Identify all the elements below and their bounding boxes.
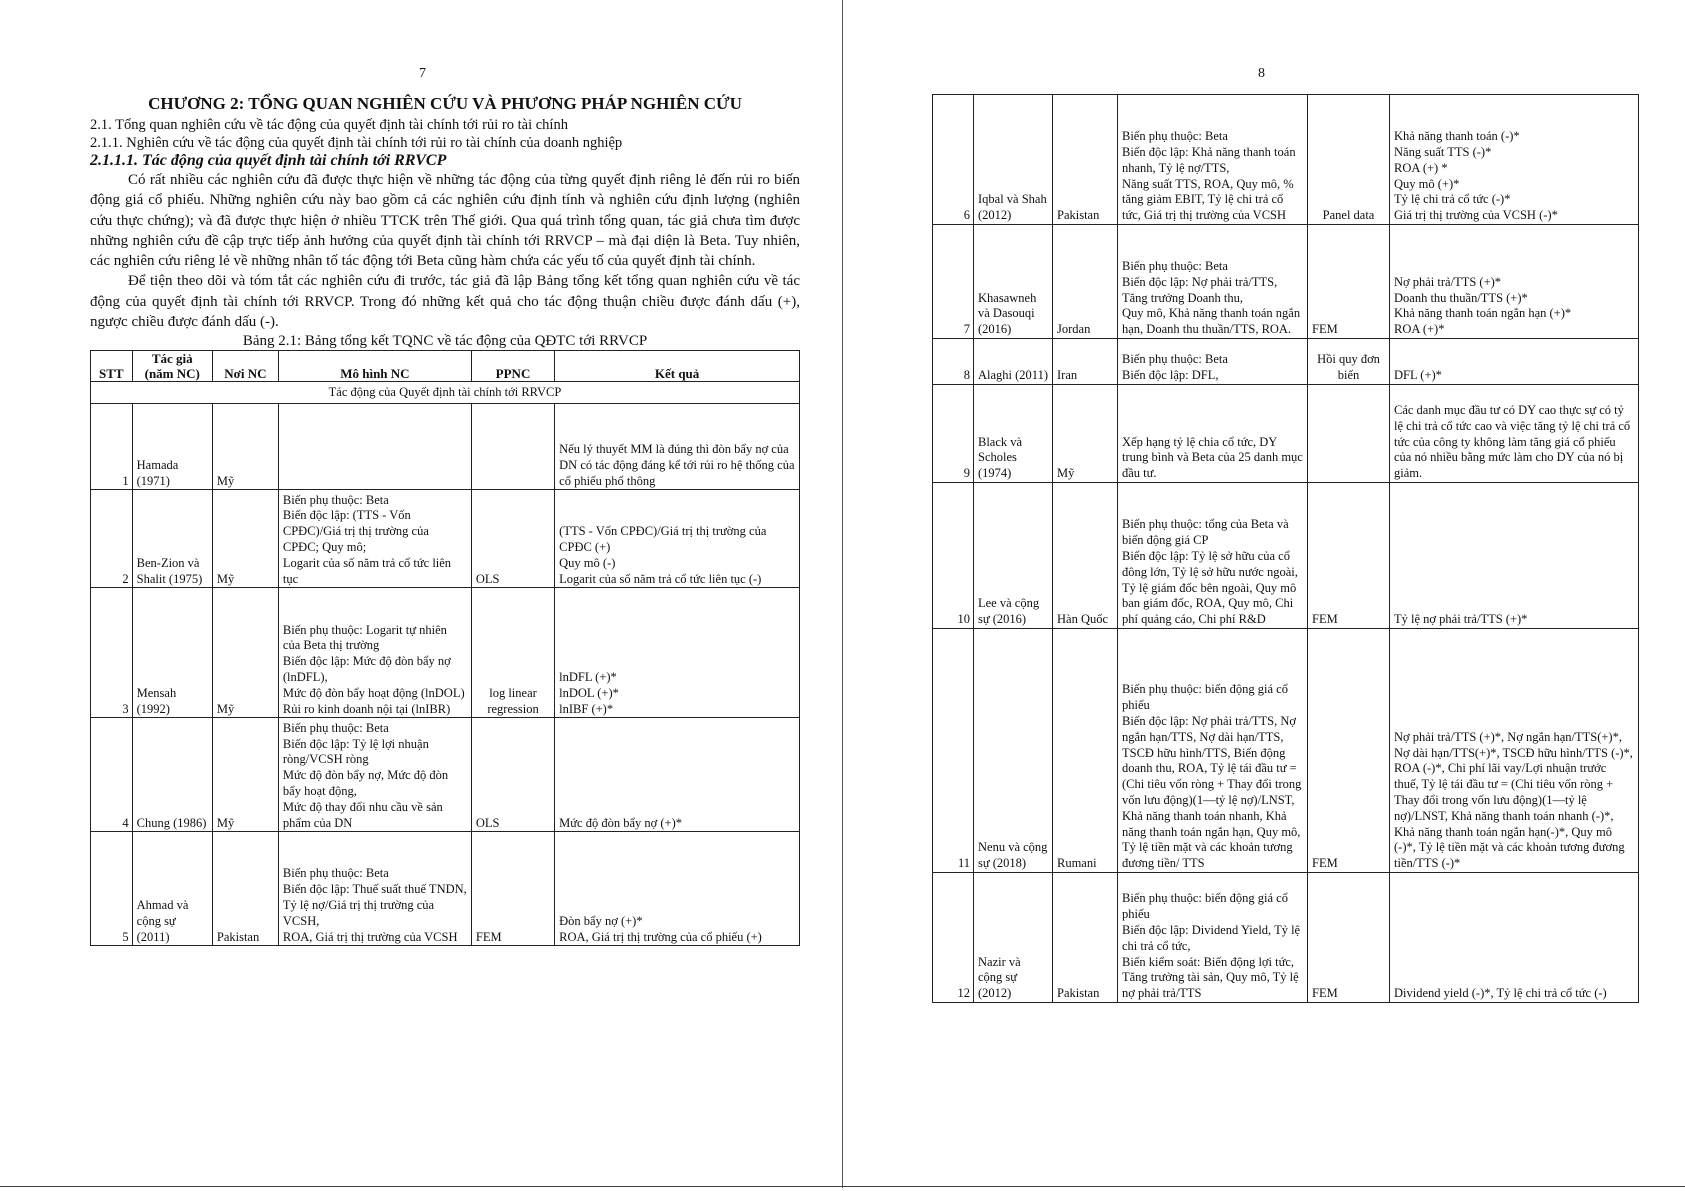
place-cell: Pakistan (1053, 873, 1118, 1003)
table-row (91, 588, 800, 718)
method-cell (1308, 385, 1390, 483)
method-cell: FEM (471, 832, 554, 946)
method-cell: OLS (471, 718, 554, 832)
chapter-title: CHƯƠNG 2: TỔNG QUAN NGHIÊN CỨU VÀ PHƯƠNG PHÁP NGHIÊN CỨU (148, 94, 742, 113)
place-cell: Pakistan (1053, 95, 1118, 225)
page-number-left: 7 (419, 66, 426, 81)
body-paragraph: Để tiện theo dõi và tóm tắt các nghiên cứu đi trước, tác giả đã lập Bảng tổng kết tổng quan nghiên cứu về tác động của quyết định tài chính tới RRVCP. Trong đó những kết quả cho tác động thuận chiều được đánh dấu (+), ngược chiều được đánh dấu (-). (90, 273, 800, 331)
stt-cell: 2 (91, 490, 133, 588)
table-row (933, 225, 1639, 339)
result-cell: Đòn bẩy nợ (+)* ROA, Giá trị thị trường của cổ phiếu (+) (555, 832, 800, 946)
table-header-row (91, 351, 800, 382)
model-cell (278, 404, 471, 490)
stt-cell: 4 (91, 718, 133, 832)
method-cell: FEM (1308, 483, 1390, 629)
method-cell: Panel data (1308, 95, 1390, 225)
result-cell: Khả năng thanh toán (-)* Năng suất TTS (-)* ROA (+) * Quy mô (+)* Tỷ lệ chi trả cổ tức (-)* Giá trị thị trường của VCSH (-)* (1390, 95, 1639, 225)
model-cell: Biến phụ thuộc: Logarit tự nhiên của Beta thị trường Biến độc lập: Mức độ đòn bẩy nợ (lnDFL), Mức độ đòn bẩy hoạt động (lnDOL) Rủi ro kinh doanh nội tại (lnIBR) (278, 588, 471, 718)
header-place: Nơi NC (212, 351, 278, 382)
place-cell: Hàn Quốc (1053, 483, 1118, 629)
result-cell: Mức độ đòn bẩy nợ (+)* (555, 718, 800, 832)
place-cell: Iran (1053, 339, 1118, 385)
table-row (91, 490, 800, 588)
place-cell: Mỹ (212, 404, 278, 490)
author-cell: Iqbal và Shah (2012) (974, 95, 1053, 225)
table-caption: Bảng 2.1: Bảng tổng kết TQNC về tác động của QĐTC tới RRVCP (242, 333, 648, 350)
stt-cell: 8 (933, 339, 974, 385)
author-cell: Mensah (1992) (132, 588, 212, 718)
body-paragraph: Có rất nhiều các nghiên cứu đã được thực hiện về những tác động của từng quyết định riêng lẻ đến rủi ro biến động giá cổ phiếu. Những nghiên cứu này bao gồm cả các nghiên cứu định tính và nghiên cứu định lượng (nghiên cứu thực chứng); và đã được thực hiện ở nhiều TTCK trên Thế giới. Qua quá trình tổng quan, tác giả chưa tìm được những nghiên cứu đề cập trực tiếp ảnh hưởng của quyết định tài chính tới RRVCP – mà đại diện là Beta. Tuy nhiên, các nghiên cứu riêng lẻ về những nhân tố tác động tới Beta cũng hàm chứa các yếu tố của quyết định tài chính. (90, 172, 800, 270)
place-cell: Mỹ (212, 588, 278, 718)
model-cell: Xếp hạng tỷ lệ chia cổ tức, DY trung bình và Beta của 25 danh mục đầu tư. (1118, 385, 1308, 483)
section-heading-2-1-1: 2.1.1. Nghiên cứu về tác động của quyết định tài chính tới rủi ro tài chính của doanh nghiệp (90, 135, 623, 151)
author-cell: Nenu và cộng sự (2018) (974, 629, 1053, 873)
place-cell: Pakistan (212, 832, 278, 946)
place-cell: Mỹ (212, 718, 278, 832)
method-cell: Hồi quy đơn biến (1308, 339, 1390, 385)
author-cell: Ben-Zion và Shalit (1975) (132, 490, 212, 588)
author-cell: Ahmad và cộng sự (2011) (132, 832, 212, 946)
method-cell (471, 404, 554, 490)
header-author: Tác giả (năm NC) (132, 351, 212, 382)
table-row (933, 95, 1639, 225)
model-cell: Biến phụ thuộc: Beta Biến độc lập: Khả năng thanh toán nhanh, Tỷ lệ nợ/TTS, Năng suất TTS, ROA, Quy mô, % tăng giảm EBIT, Tỷ lệ chi trả cổ tức, Giá trị thị trường của VCSH (1118, 95, 1308, 225)
right-page-content (932, 94, 1638, 1003)
method-cell: FEM (1308, 629, 1390, 873)
author-cell: Alaghi (2011) (974, 339, 1053, 385)
stt-cell: 12 (933, 873, 974, 1003)
stt-cell: 7 (933, 225, 974, 339)
place-cell: Rumani (1053, 629, 1118, 873)
stt-cell: 9 (933, 385, 974, 483)
result-cell: Nợ phải trả/TTS (+)* Doanh thu thuần/TTS (+)* Khả năng thanh toán ngắn hạn (+)* ROA (+)* (1390, 225, 1639, 339)
place-cell: Jordan (1053, 225, 1118, 339)
model-cell: Biến phụ thuộc: Beta Biến độc lập: Tỷ lệ lợi nhuận ròng/VCSH ròng Mức độ đòn bẩy nợ, Mức độ đòn bẩy hoạt động, Mức độ thay đổi nhu cầu về sản phẩm của DN (278, 718, 471, 832)
method-cell: log linear regression (471, 588, 554, 718)
page-divider (842, 0, 843, 1188)
header-method: PPNC (471, 351, 554, 382)
result-cell: Nếu lý thuyết MM là đúng thì đòn bẩy nợ của DN có tác động đáng kể tới rủi ro hệ thống của cổ phiếu phổ thông (555, 404, 800, 490)
left-page-content (90, 94, 800, 946)
method-cell: FEM (1308, 873, 1390, 1003)
stt-cell: 11 (933, 629, 974, 873)
table-row (91, 404, 800, 490)
result-cell: Các danh mục đầu tư có DY cao thực sự có tỷ lệ chi trả cổ tức cao và việc tăng tỷ lệ chi trả cổ tức của công ty không làm tăng giá cổ phiếu của nó nhiều bằng mức làm cho DY của nó bị giảm. (1390, 385, 1639, 483)
model-cell: Biến phụ thuộc: biến động giá cổ phiếu Biến độc lập: Nợ phải trả/TTS, Nợ ngắn hạn/TTS, Nợ dài hạn/TTS, TSCĐ hữu hình/TTS, Biến động doanh thu, ROA, Tỷ lệ tái đầu tư = (Chi tiêu vốn ròng + Thay đổi trong vốn lưu động)(1—tỷ lệ nợ)/LNST, Khả năng thanh toán nhanh, Khả năng thanh toán ngắn hạn, Quy mô, Tỷ lệ tiền mặt và các khoản tương đương tiền/ TTS (1118, 629, 1308, 873)
table-row (933, 629, 1639, 873)
author-cell: Hamada (1971) (132, 404, 212, 490)
stt-cell: 10 (933, 483, 974, 629)
result-cell: Nợ phải trả/TTS (+)*, Nợ ngắn hạn/TTS(+)*, Nợ dài hạn/TTS(+)*, TSCĐ hữu hình/TTS (-)*, ROA (-)*, Chi phí lãi vay/Lợi nhuận trước thuế, Tỷ lệ tái đầu tư = (Chi tiêu vốn ròng + Thay đổi trong vốn lưu động)(1—tỷ lệ nợ)/LNST, Khả năng thanh toán nhanh (-)*, Khả năng thanh toán ngắn hạn(-)*, Quy mô (-)*, Tỷ lệ tiền mặt và các khoản tương đương tiền/TTS (-)* (1390, 629, 1639, 873)
result-cell: (TTS - Vốn CPĐC)/Giá trị thị trường của CPĐC (+) Quy mô (-) Logarit của số năm trả cổ tức liên tục (-) (555, 490, 800, 588)
result-cell: Tỷ lệ nợ phải trả/TTS (+)* (1390, 483, 1639, 629)
table-row (933, 873, 1639, 1003)
model-cell: Biến phụ thuộc: Beta Biến độc lập: DFL, (1118, 339, 1308, 385)
table-section-row (91, 382, 800, 404)
author-cell: Black và Scholes (1974) (974, 385, 1053, 483)
method-cell: FEM (1308, 225, 1390, 339)
section-label: Tác động của Quyết định tài chính tới RRVCP (91, 382, 800, 404)
table-row (933, 339, 1639, 385)
place-cell: Mỹ (212, 490, 278, 588)
result-cell: DFL (+)* (1390, 339, 1639, 385)
model-cell: Biến phụ thuộc: Beta Biến độc lập: Thuế suất thuế TNDN, Tỷ lệ nợ/Giá trị thị trường của VCSH, ROA, Giá trị thị trường của VCSH (278, 832, 471, 946)
page-number-right: 8 (1258, 66, 1265, 81)
bottom-rule (0, 1186, 1685, 1187)
model-cell: Biến phụ thuộc: Beta Biến độc lập: Nợ phải trả/TTS, Tăng trưởng Doanh thu, Quy mô, Khả năng thanh toán ngắn hạn, Doanh thu thuần/TTS, ROA. (1118, 225, 1308, 339)
header-model: Mô hình NC (278, 351, 471, 382)
stt-cell: 6 (933, 95, 974, 225)
literature-table-left (90, 350, 800, 946)
method-cell: OLS (471, 490, 554, 588)
model-cell: Biến phụ thuộc: Beta Biến độc lập: (TTS - Vốn CPĐC)/Giá trị thị trường của CPĐC; Quy mô; Logarit của số năm trả cổ tức liên tục (278, 490, 471, 588)
table-row (933, 385, 1639, 483)
author-cell: Lee và cộng sự (2016) (974, 483, 1053, 629)
stt-cell: 1 (91, 404, 133, 490)
stt-cell: 5 (91, 832, 133, 946)
stt-cell: 3 (91, 588, 133, 718)
place-cell: Mỹ (1053, 385, 1118, 483)
author-cell: Khasawneh và Dasouqi (2016) (974, 225, 1053, 339)
header-stt: STT (91, 351, 133, 382)
model-cell: Biến phụ thuộc: biến động giá cổ phiếu Biến độc lập: Dividend Yield, Tỷ lệ chi trả cổ tức, Biến kiểm soát: Biến động lợi tức, Tăng trưởng tài sản, Quy mô, Tỷ lệ nợ phải trả/TTS (1118, 873, 1308, 1003)
table-row (91, 718, 800, 832)
result-cell: Dividend yield (-)*, Tỷ lệ chi trả cổ tức (-) (1390, 873, 1639, 1003)
table-row (91, 832, 800, 946)
table-row (933, 483, 1639, 629)
literature-table-right (932, 94, 1639, 1003)
section-heading-2-1-1-1: 2.1.1.1. Tác động của quyết định tài chính tới RRVCP (90, 152, 447, 169)
author-cell: Nazir và cộng sự (2012) (974, 873, 1053, 1003)
section-heading-2-1: 2.1. Tổng quan nghiên cứu về tác động của quyết định tài chính tới rủi ro tài chính (90, 117, 568, 133)
author-cell: Chung (1986) (132, 718, 212, 832)
model-cell: Biến phụ thuộc: tổng của Beta và biến động giá CP Biến độc lập: Tỷ lệ sở hữu của cổ đông lớn, Tỷ lệ sở hữu nước ngoài, Tỷ lệ giám đốc bên ngoài, Quy mô ban giám đốc, ROA, Quy mô, Chi phí quảng cáo, Chi phí R&D (1118, 483, 1308, 629)
header-result: Kết quả (555, 351, 800, 382)
result-cell: lnDFL (+)* lnDOL (+)* lnIBF (+)* (555, 588, 800, 718)
